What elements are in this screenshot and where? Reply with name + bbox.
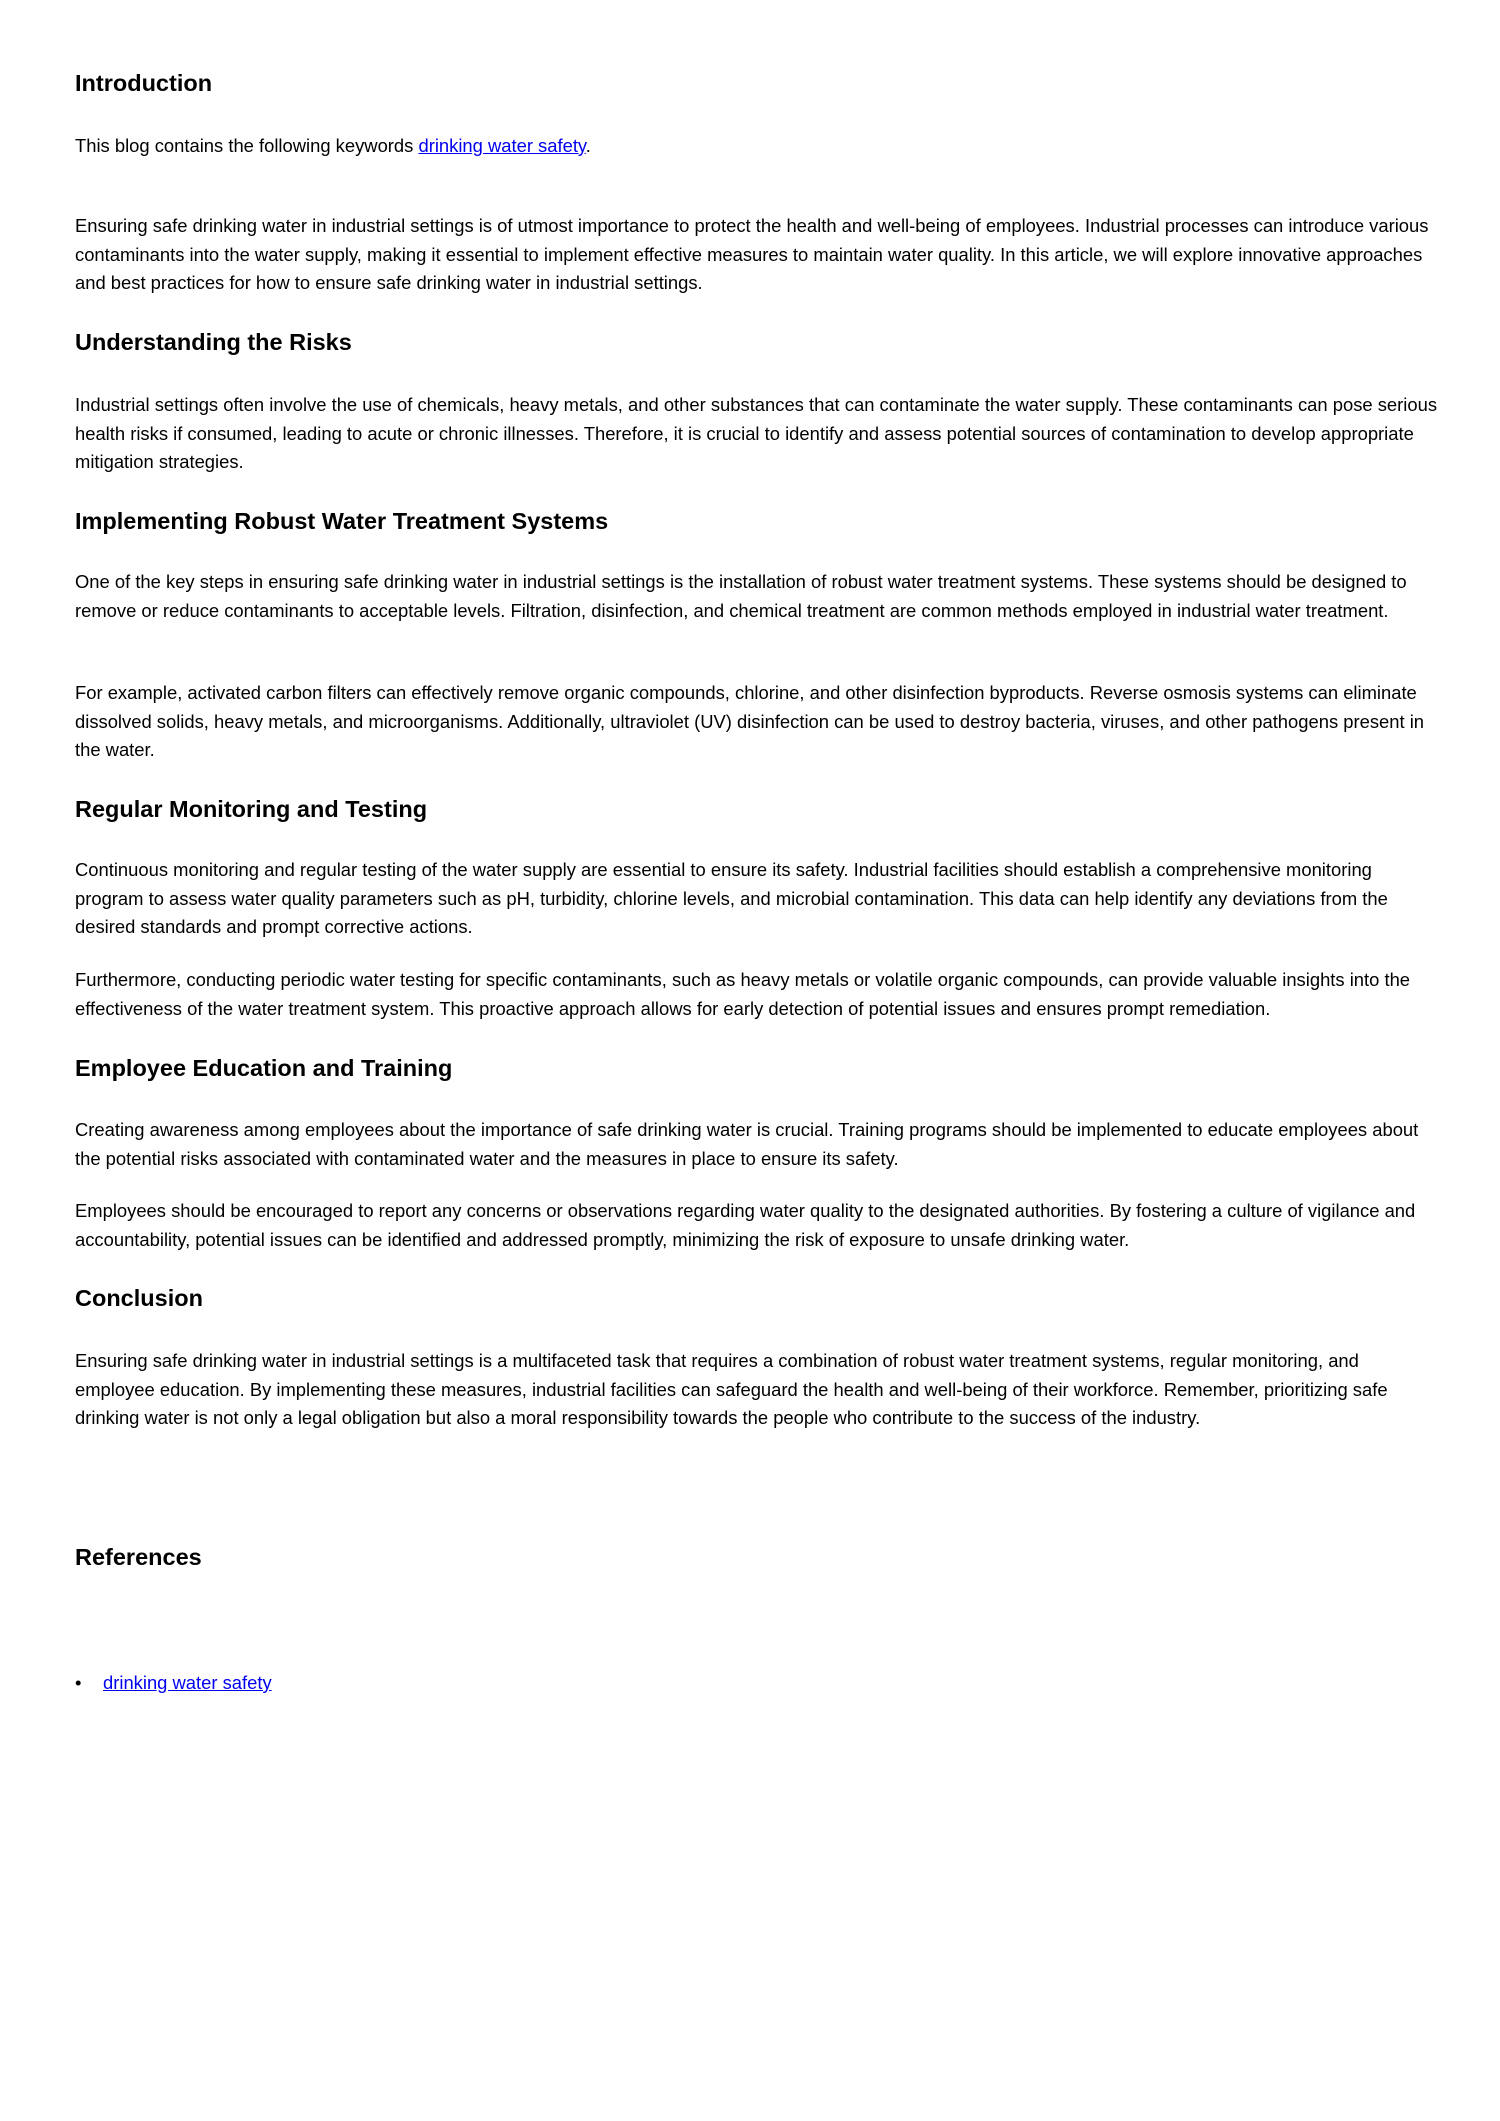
- keywords-suffix: .: [585, 135, 591, 156]
- education-paragraph-2: Employees should be encouraged to report any concerns or observations regarding water quality to the designated authorities. By fostering a culture of vigilance and accountability, potential issues can be identified and addressed promptly, minimizing the risk of exposure to unsafe drinking water.: [75, 1200, 1416, 1250]
- bullet-icon: •: [75, 1672, 82, 1693]
- keywords-prefix: This blog contains the following keywords: [75, 135, 419, 156]
- section-heading-risks: Understanding the Risks: [75, 329, 352, 355]
- references-heading: References: [75, 1544, 202, 1570]
- references-list: [75, 1669, 1441, 1697]
- education-paragraph-1: Creating awareness among employees about the importance of safe drinking water is crucial. Training programs should be implemented to educate employees about the potential risks associated with contaminated water and the measures in place to ensure its safety.: [75, 1119, 1419, 1169]
- intro-heading: Introduction: [75, 70, 213, 96]
- conclusion-paragraph: Ensuring safe drinking water in industrial settings is a multifaceted task that requires a combination of robust water treatment systems, regular monitoring, and employee education. By implementing these measures, industrial facilities can safeguard the health and well-being of their workforce. Remember, prioritizing safe drinking water is not only a legal obligation but also a moral responsibility towards the people who contribute to the success of the industry.: [75, 1350, 1388, 1429]
- section-heading-monitoring: Regular Monitoring and Testing: [75, 796, 428, 822]
- risks-paragraph: Industrial settings often involve the use of chemicals, heavy metals, and other substances that can contaminate the water supply. These contaminants can pose serious health risks if consumed, leading to acute or chronic illnesses. Therefore, it is crucial to identify and assess potential sources of contamination to develop appropriate mitigation strategies.: [75, 394, 1438, 473]
- treatment-paragraph-2: For example, activated carbon filters can effectively remove organic compounds, chlorine, and other disinfection byproducts. Reverse osmosis systems can eliminate dissolved solids, heavy metals, and microorganisms. Additionally, ultraviolet (UV) disinfection can be used to destroy bacteria, viruses, and other pathogens present in the water.: [75, 682, 1425, 761]
- keywords-line: [75, 132, 1441, 161]
- section-heading-treatment: Implementing Robust Water Treatment Systems: [75, 508, 609, 534]
- treatment-paragraph-1: One of the key steps in ensuring safe drinking water in industrial settings is the installation of robust water treatment systems. These systems should be designed to remove or reduce contaminants to acceptable levels. Filtration, disinfection, and chemical treatment are common methods employed in industrial water treatment.: [75, 571, 1407, 621]
- section-heading-conclusion: Conclusion: [75, 1285, 203, 1311]
- section-heading-education: Employee Education and Training: [75, 1055, 453, 1081]
- monitoring-paragraph-2: Furthermore, conducting periodic water testing for specific contaminants, such as heavy metals or volatile organic compounds, can provide valuable insights into the effectiveness of the water treatment system. This proactive approach allows for early detection of potential issues and ensures prompt remediation.: [75, 969, 1411, 1019]
- reference-link[interactable]: drinking water safety: [103, 1672, 272, 1693]
- reference-item: [75, 1669, 1441, 1697]
- monitoring-paragraph-1: Continuous monitoring and regular testing of the water supply are essential to ensure its safety. Industrial facilities should establish a comprehensive monitoring program to assess water quality parameters such as pH, turbidity, chlorine levels, and microbial contamination. This data can help identify any deviations from the desired standards and prompt corrective actions.: [75, 859, 1388, 938]
- keywords-link[interactable]: drinking water safety: [418, 135, 586, 156]
- intro-paragraph: Ensuring safe drinking water in industrial settings is of utmost importance to protect the health and well-being of employees. Industrial processes can introduce various contaminants into the water supply, making it essential to implement effective measures to maintain water quality. In this article, we will explore innovative approaches and best practices for how to ensure safe drinking water in industrial settings.: [75, 215, 1429, 294]
